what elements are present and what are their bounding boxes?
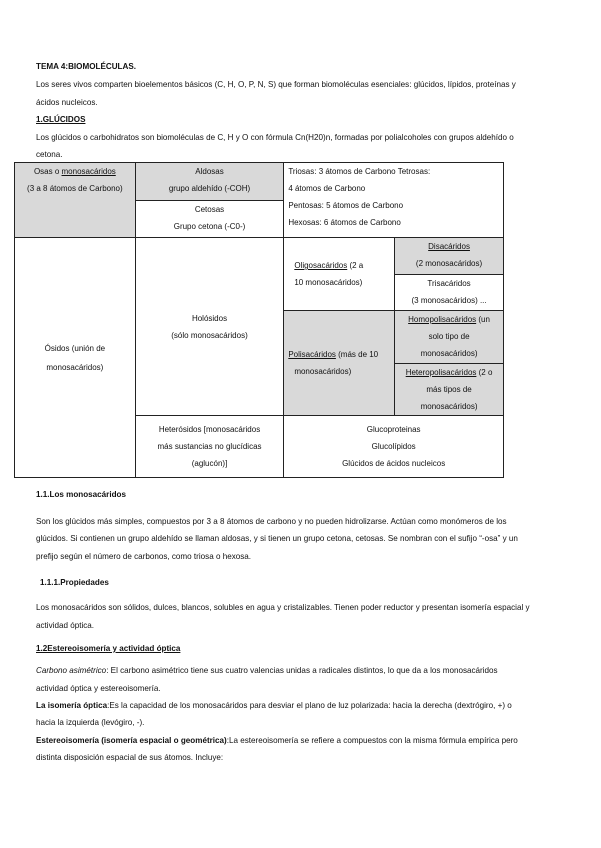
monosacaridos-link: monosacáridos [61,167,116,176]
glucidos-classification-table [14,162,504,478]
monosacaridos-line-3: prefijo según el número de carbonos, como triosa o hexosa. [36,552,252,561]
holosidos-cell: Holósidos (sólo monosacáridos) [135,238,284,416]
page-title: TEMA 4:BIOMOLÉCULAS. [36,62,136,71]
trisacaridos-cell: Trisacáridos (3 monosacáridos) ... [395,275,504,311]
cetosas-cell: Cetosas Grupo cetona (-C0-) [135,201,284,238]
glucidos-line-2: cetona. [36,150,63,159]
propiedades-line-2: actividad óptica. [36,621,95,630]
monosacaridos-heading: 1.1.Los monosacáridos [36,490,126,499]
intro-line-1: Los seres vivos comparten bioelementos básicos (C, H, O, P, N, S) que forman biomoléculas esenciales: glúcidos, lípidos, proteínas y [36,80,516,89]
polisacaridos-cell: Polisacáridos (más de 10 monosacáridos) [284,311,395,416]
homopolisacaridos-link: Homopolisacáridos [408,315,477,324]
estereoisomeria-heading: 1.2Estereoisomería y actividad óptica [36,644,181,653]
homopolisacaridos-cell: Homopolisacáridos (un solo tipo de monosacáridos) [395,311,504,364]
glucidos-line-1: Los glúcidos o carbohidratos son biomoléculas de C, H y O con fórmula Cn(H20)n, formadas por polialcoholes con grupos aldehído o [36,133,514,142]
heteropolisacaridos-cell: Heteropolisacáridos (2 o más tipos de monosacáridos) [395,364,504,416]
isomeria-optica-line-2: hacia la izquierda (levógiro, -). [36,718,145,727]
oligosacaridos-link: Oligosacáridos [294,261,348,270]
intro-line-2: ácidos nucleicos. [36,98,98,107]
carbono-asimetrico-line-1: Carbono asimétrico: El carbono asimétrico tiene sus cuatro valencias unidas a radicales distintos, lo que da a los monosacáridos [36,666,498,675]
heteropolisacaridos-link: Heteropolisacáridos [405,368,477,377]
estereoisomeria-line-1: Estereoisomería (isomería espacial o geométrica):La estereoisomería se refiere a compuestos con la misma fórmula empírica pero [36,736,518,745]
disacaridos-link: Disacáridos [428,242,470,251]
carbono-asimetrico-line-2: actividad óptica y estereoisomería. [36,684,161,693]
heterosidos-ejemplos-cell: Glucoproteinas Glucolípidos Glúcidos de ácidos nucleicos [284,416,504,478]
propiedades-line-1: Los monosacáridos son sólidos, dulces, blancos, solubles en agua y cristalizables. Tienen poder reductor y presentan isomería espacial y [36,603,530,612]
heterosidos-cell: Heterósidos [monosacáridos más sustancias no glucídicas (aglucón)] [135,416,284,478]
polisacaridos-link: Polisacáridos [288,350,336,359]
monosacaridos-line-2: glúcidos. Si contienen un grupo aldehído se llaman aldosas, y si tienen un grupo cetona, cetosas. Se nombran con el sufijo “-osa” y un [36,534,518,543]
aldosas-cell: Aldosas grupo aldehído (-COH) [135,163,284,201]
propiedades-heading: 1.1.1.Propiedades [40,578,109,587]
disacaridos-cell: Disacáridos (2 monosacáridos) [395,238,504,275]
tipos-monosacaridos-cell: Triosas: 3 átomos de Carbono Tetrosas: 4 átomos de Carbono Pentosas: 5 átomos de Carbono Hexosas: 6 átomos de Carbono [284,163,504,238]
estereoisomeria-term: Estereoisomería (isomería espacial o geométrica) [36,736,227,745]
monosacaridos-line-1: Son los glúcidos más simples, compuestos por 3 a 8 átomos de carbono y no pueden hidrolizarse. Actúan como monómeros de los [36,517,507,526]
osas-cell: Osas o monosacáridos (3 a 8 átomos de Carbono) [15,163,136,238]
carbono-asimetrico-term: Carbono asimétrico [36,666,107,675]
section-glucidos-heading: 1.GLÚCIDOS [36,115,86,124]
osidos-cell: Ósidos (unión de monosacáridos) [15,238,136,478]
isomeria-optica-term: La isomería óptica [36,701,108,710]
oligosacaridos-cell: Oligosacáridos (2 a 10 monosacáridos) [284,238,395,311]
isomeria-optica-line-1: La isomería óptica:Es la capacidad de los monosacáridos para desviar el plano de luz polarizada: hacia la derecha (dextrógiro, +) o [36,701,512,710]
estereoisomeria-line-2: distinta disposición espacial de sus átomos. Incluye: [36,753,224,762]
